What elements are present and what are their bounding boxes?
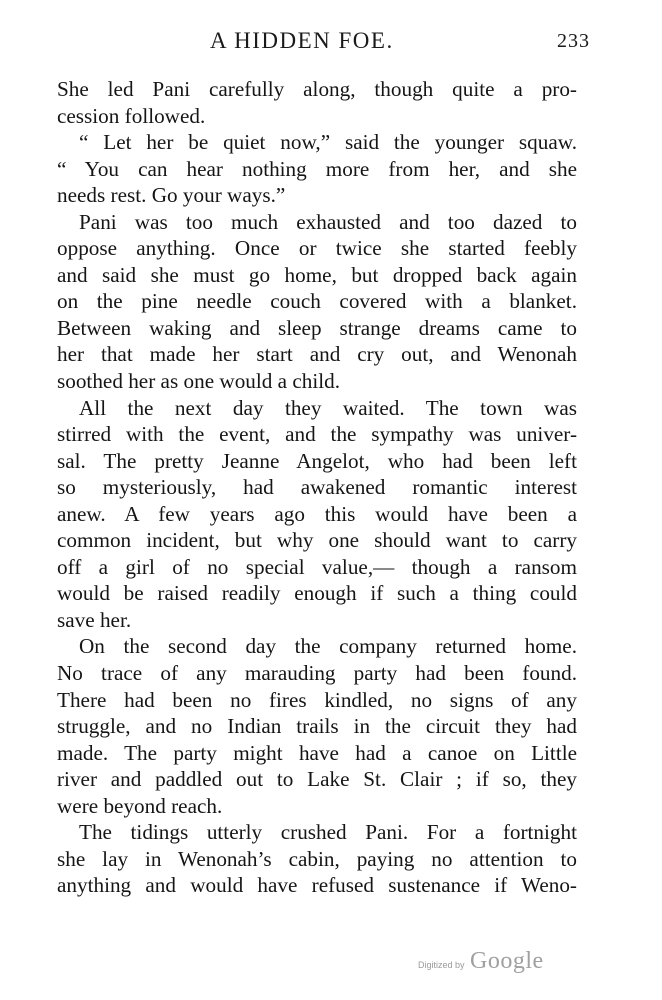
text-line: she lay in Wenonah’s cabin, paying no attention to xyxy=(57,846,577,871)
text-line: her that made her start and cry out, and Wenonah xyxy=(57,342,577,367)
text-line: “ Let her be quiet now,” said the younger squaw. xyxy=(79,130,577,155)
google-watermark xyxy=(418,948,558,978)
text-line: so mysteriously, had awakened romantic interest xyxy=(57,475,577,500)
text-line: soothed her as one would a child. xyxy=(57,369,341,394)
text-line: On the second day the company returned home. xyxy=(79,634,577,659)
google-logo: Google xyxy=(470,948,544,974)
body-text xyxy=(57,76,577,899)
text-line: made. The party might have had a canoe on Little xyxy=(57,740,577,765)
text-line: anything and would have refused sustenance if Weno- xyxy=(57,873,577,898)
text-line: All the next day they waited. The town was xyxy=(79,395,577,420)
text-line: common incident, but why one should want to carry xyxy=(57,528,577,553)
text-line: “ You can hear nothing more from her, and she xyxy=(57,156,577,181)
text-line: on the pine needle couch covered with a blanket. xyxy=(57,289,577,314)
text-line: save her. xyxy=(57,607,132,632)
page-number: 233 xyxy=(557,30,590,52)
paragraph xyxy=(57,209,577,395)
paragraph xyxy=(57,819,577,899)
paragraph xyxy=(57,76,577,129)
text-line: Pani was too much exhausted and too dazed to xyxy=(79,209,577,234)
text-line: needs rest. Go your ways.” xyxy=(57,183,286,208)
digitized-label: Digitized by xyxy=(418,960,465,970)
text-line: There had been no fires kindled, no signs of any xyxy=(57,687,577,712)
text-line: She led Pani carefully along, though quite a pro- xyxy=(57,77,577,101)
text-line: Between waking and sleep strange dreams came to xyxy=(57,315,577,340)
text-line: struggle, and no Indian trails in the circuit they had xyxy=(57,714,577,739)
text-line: oppose anything. Once or twice she started feebly xyxy=(57,236,577,261)
paragraph xyxy=(57,395,577,634)
text-line: off a girl of no special value,— though a ransom xyxy=(57,554,577,579)
text-line: sal. The pretty Jeanne Angelot, who had been left xyxy=(57,448,577,473)
text-line: stirred with the event, and the sympathy was univer- xyxy=(57,422,577,447)
paragraph xyxy=(57,129,577,209)
text-line: anew. A few years ago this would have been a xyxy=(57,501,577,526)
running-head xyxy=(60,28,590,58)
text-line: and said she must go home, but dropped back again xyxy=(57,262,577,287)
running-title: A HIDDEN FOE. xyxy=(210,28,394,53)
text-line: were beyond reach. xyxy=(57,793,223,818)
text-line: The tidings utterly crushed Pani. For a fortnight xyxy=(79,820,577,845)
text-line: would be raised readily enough if such a thing could xyxy=(57,581,577,606)
text-line: river and paddled out to Lake St. Clair ; if so, they xyxy=(57,767,577,792)
paragraph xyxy=(57,633,577,819)
text-line: cession followed. xyxy=(57,103,206,128)
text-line: No trace of any marauding party had been found. xyxy=(57,661,577,686)
